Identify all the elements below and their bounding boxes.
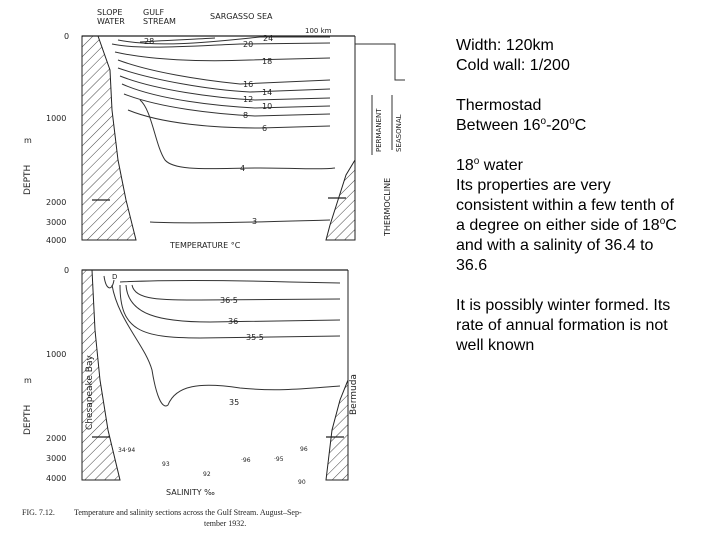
seasonal-label: SEASONAL [395,114,403,152]
isotherm-3 [150,220,330,223]
properties-line-2: consistent within a few tenth of [456,197,674,214]
isotherm-16 [118,60,330,84]
formation-line-2: rate of annual formation is not [456,317,668,334]
contour-label-4: 4 [240,164,246,173]
thermostad-block [456,96,714,136]
deep-value-5: ·95 [274,456,284,463]
top-marker-d: D [112,273,118,281]
contour-label-20: 20 [243,40,254,49]
slope-water-label-2: WATER [97,17,125,26]
cold-wall-text: Cold wall: 1/200 [456,57,570,74]
contour-label-14: 14 [262,88,273,97]
deep-value-7: 90 [298,479,306,486]
formation-block [456,296,714,356]
properties-line-3: a degree on either side of 18$^o$C [456,216,677,234]
isotherm-6 [128,110,330,128]
thermocline-label: THERMOCLINE [383,177,392,236]
properties-line-5: 36.6 [456,257,488,274]
figure-caption-line2: tember 1932. [204,519,247,528]
eighteen-degree-water-block [456,156,714,276]
contour-label-28: 28 [144,37,155,46]
top-tick-3000: 3000 [46,218,67,227]
isohaline-label-35-5: 35·5 [246,333,264,342]
bottom-y-unit: m [24,376,32,385]
thermostad-title: Thermostad [456,97,542,114]
isotherm-12 [120,76,330,100]
top-tick-1000: 1000 [46,114,67,123]
bottom-y-title: DEPTH [23,404,33,435]
deep-value-1: 34·94 [118,447,136,454]
top-tick-0: 0 [64,32,70,41]
deep-value-3: 92 [203,471,211,478]
contour-label-10: 10 [262,102,273,111]
isotherm-18 [115,52,330,61]
temperature-section [23,8,405,250]
bermuda-rise-right [326,160,355,240]
isotherm-14 [118,68,330,92]
bottom-tick-3000: 3000 [46,454,67,463]
gulf-stream-label: GULF [143,8,165,17]
top-x-title: TEMPERATURE °C [170,241,241,250]
isohaline-label-35: 35 [229,398,240,407]
bottom-x-title: SALINITY ‰ [166,488,215,497]
figure-caption-line1: Temperature and salinity sections across the Gulf Stream. August–Sep- [74,508,302,517]
contour-label-16: 16 [243,80,254,89]
eighteen-degree-water-title: 18$^o$ water [456,156,523,174]
contour-label-6: 6 [262,124,268,133]
top-tick-2000: 2000 [46,198,67,207]
bottom-tick-0: 0 [64,266,70,275]
formation-line-3: well known [456,337,535,354]
contour-label-3: 3 [252,217,258,226]
continental-slope-left [82,36,136,240]
top-y-unit: m [24,136,32,145]
scale-label: 100 km [305,27,332,35]
isotherm-4 [140,100,335,169]
isohaline-label-36: 36 [228,317,239,326]
bermuda-label: Bermuda [349,374,359,415]
isohaline-label-36-5: 36·5 [220,296,238,305]
bermuda-rise-right-bottom [326,380,348,480]
bottom-tick-1000: 1000 [46,350,67,359]
isohaline-top [120,281,340,284]
formation-line-1: It is possibly winter formed. Its [456,297,671,314]
isotherm-10 [122,84,330,108]
gulf-stream-label-2: STREAM [143,17,176,26]
thermostad-range: Between 16$^o$-20$^o$C [456,116,587,134]
bottom-tick-4000: 4000 [46,474,67,483]
isohaline-35-5 [120,285,340,338]
contour-label-18: 18 [262,57,273,66]
bottom-tick-2000: 2000 [46,434,67,443]
figure-caption-label: FIG. 7.12. [22,508,55,517]
width-text: Width: 120km [456,37,554,54]
contour-label-8: 8 [243,111,249,120]
contour-label-12: 12 [243,95,254,104]
notes-panel [456,36,714,376]
sargasso-sea-label: SARGASSO SEA [210,12,273,21]
chesapeake-bay-label: Chesapeake Bay [85,355,95,430]
deep-value-4: ·96 [241,457,251,464]
slope-water-label: SLOPE [97,8,123,17]
dimensions-block [456,36,714,76]
thermocline-bracket [355,44,405,80]
salinity-section [23,266,359,497]
deep-value-6: 96 [300,446,308,453]
isotherm-8 [124,94,330,116]
properties-line-1: Its properties are very [456,177,611,194]
top-y-title: DEPTH [23,164,33,195]
deep-value-2: 93 [162,461,170,468]
properties-line-4: and with a salinity of 36.4 to [456,237,654,254]
permanent-label: PERMANENT [375,108,383,152]
top-tick-4000: 4000 [46,236,67,245]
contour-label-24: 24 [263,34,274,43]
